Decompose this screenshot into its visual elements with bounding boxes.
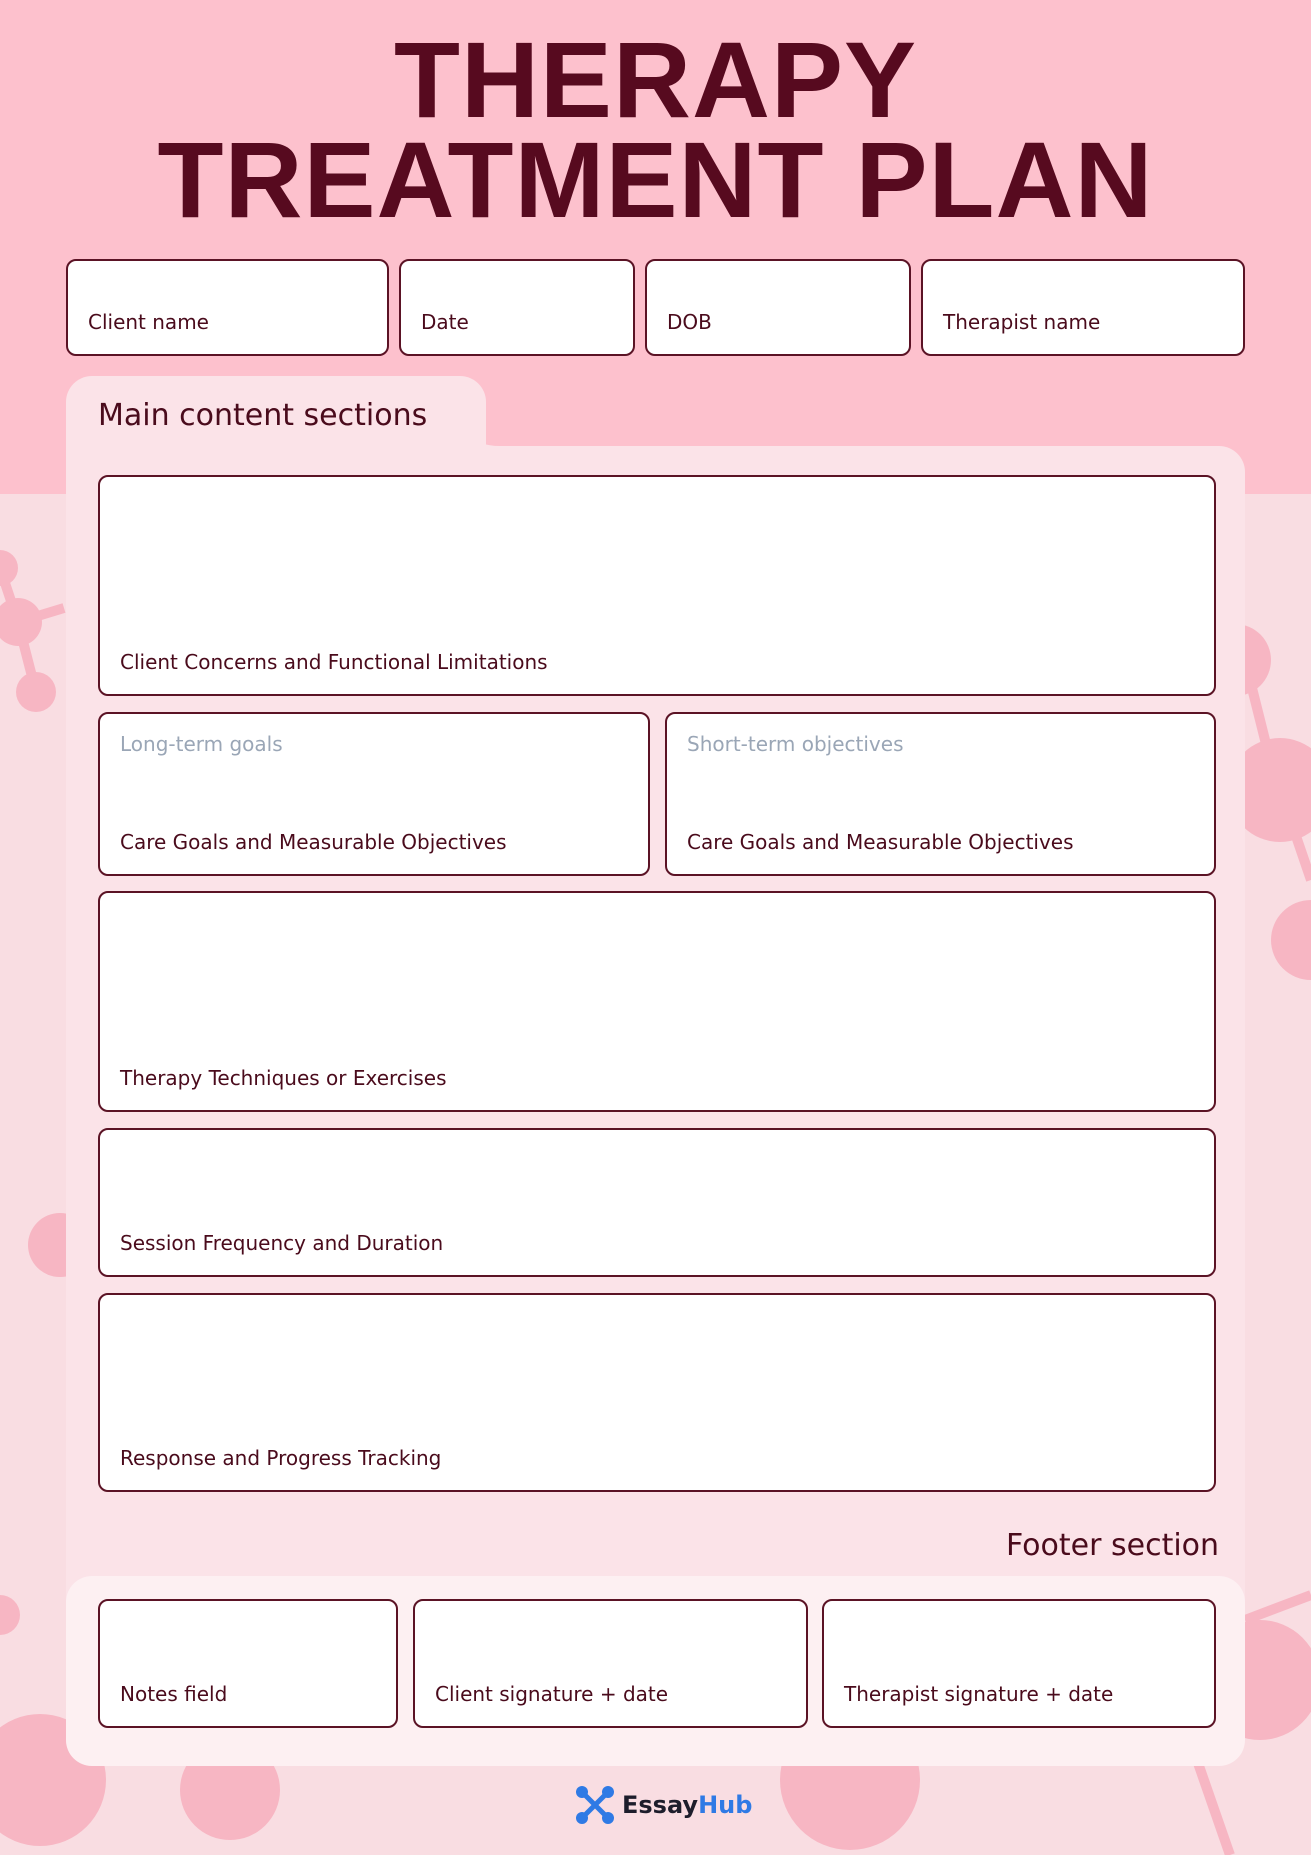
- short-term-objectives-label: Care Goals and Measurable Objectives: [687, 830, 1074, 854]
- essayhub-logo[interactable]: [574, 1784, 752, 1826]
- short-term-objectives-hint: Short-term objectives: [687, 732, 904, 756]
- progress-tracking-field[interactable]: [98, 1293, 1216, 1492]
- notes-label: Notes field: [120, 1682, 228, 1706]
- page-title: [0, 19, 1311, 240]
- therapist-signature-field[interactable]: [822, 1599, 1216, 1728]
- therapist-name-label: Therapist name: [943, 310, 1101, 334]
- date-label: Date: [421, 310, 469, 334]
- long-term-goals-field[interactable]: [98, 712, 650, 876]
- long-term-goals-hint: Long-term goals: [120, 732, 283, 756]
- date-field[interactable]: [399, 259, 635, 356]
- therapy-techniques-label: Therapy Techniques or Exercises: [120, 1066, 447, 1090]
- notes-field[interactable]: [98, 1599, 398, 1728]
- logo-essay-text: Essay: [622, 1791, 699, 1819]
- footer-section-heading: Footer section: [1006, 1528, 1220, 1563]
- session-frequency-label: Session Frequency and Duration: [120, 1231, 444, 1255]
- client-concerns-label: Client Concerns and Functional Limitations: [120, 650, 548, 674]
- title-line-2: TREATMENT PLAN: [157, 119, 1154, 240]
- therapy-techniques-field[interactable]: [98, 891, 1216, 1112]
- progress-tracking-label: Response and Progress Tracking: [120, 1446, 442, 1470]
- session-frequency-field[interactable]: [98, 1128, 1216, 1277]
- essayhub-logo-icon: [574, 1784, 616, 1826]
- dob-label: DOB: [667, 310, 712, 334]
- dob-field[interactable]: [645, 259, 911, 356]
- therapist-name-field[interactable]: [921, 259, 1245, 356]
- long-term-goals-label: Care Goals and Measurable Objectives: [120, 830, 507, 854]
- client-name-field[interactable]: [66, 259, 389, 356]
- therapist-signature-label: Therapist signature + date: [844, 1682, 1114, 1706]
- logo-hub-text: Hub: [698, 1791, 753, 1819]
- client-signature-label: Client signature + date: [435, 1682, 669, 1706]
- main-section-heading: Main content sections: [98, 398, 428, 433]
- client-concerns-field[interactable]: [98, 475, 1216, 696]
- short-term-objectives-field[interactable]: [665, 712, 1216, 876]
- client-name-label: Client name: [88, 310, 209, 334]
- title-line-1: THERAPY: [393, 19, 918, 140]
- client-signature-field[interactable]: [413, 1599, 808, 1728]
